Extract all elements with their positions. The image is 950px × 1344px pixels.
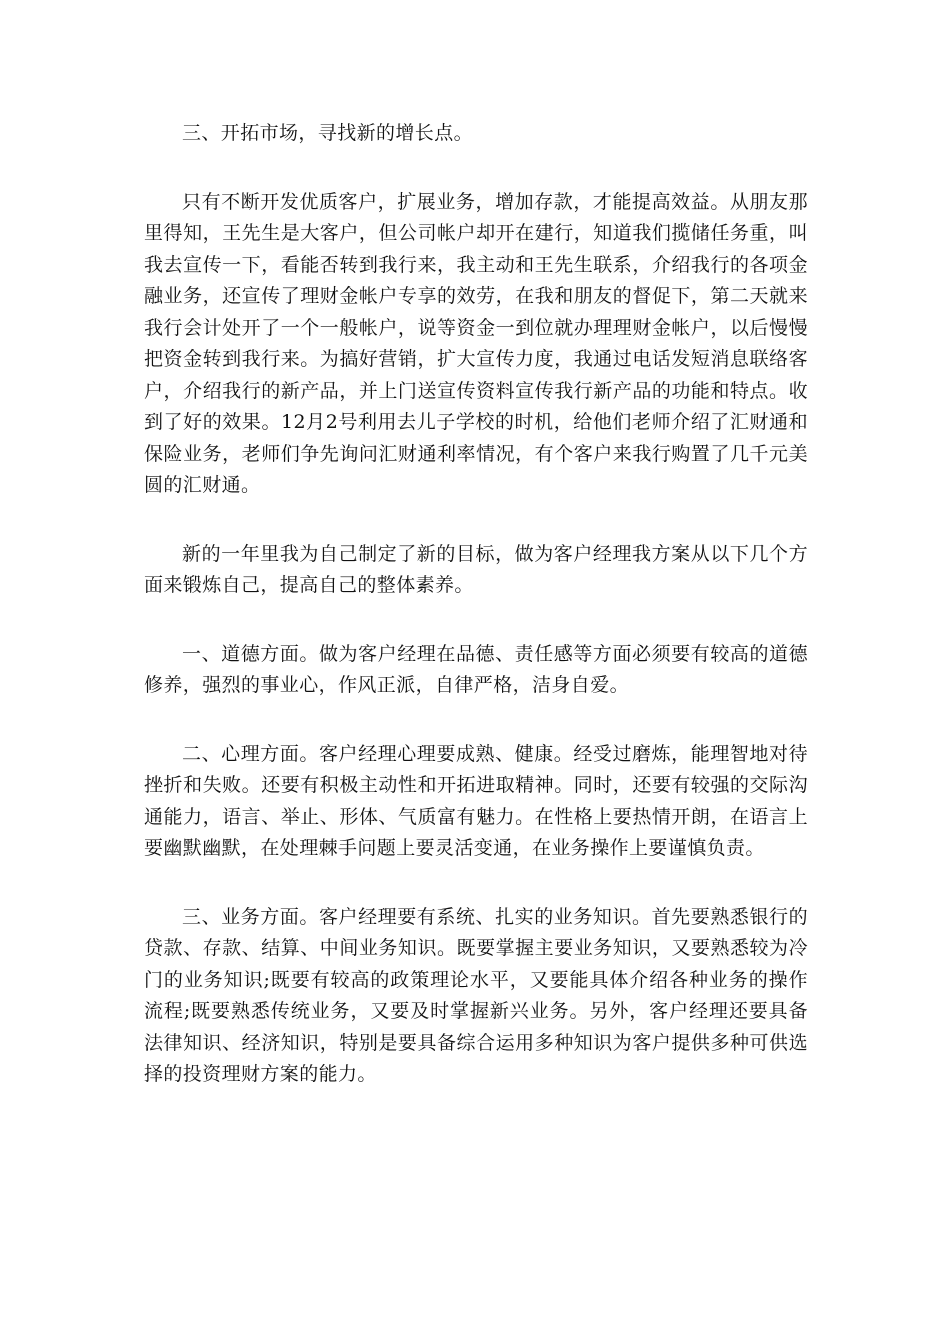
section-heading-market: 三、开拓市场，寻找新的增长点。 (182, 122, 474, 144)
paragraph-moral-aspect: 一、道德方面。做为客户经理在品德、责任感等方面必须要有较高的道德修养，强烈的事业心，作风正派，自律严格，洁身自爱。 (144, 642, 808, 696)
document-page (144, 118, 808, 1128)
paragraph-psychological-aspect: 二、心理方面。客户经理心理要成熟、健康。经受过磨炼，能理智地对待挫折和失败。还要有积极主动性和开拓进取精神。同时，还要有较强的交际沟通能力，语言、举止、形体、气质富有魅力。在性格上要热情开朗，在语言上要幽默幽默，在处理棘手问题上要灵活变通，在业务操作上要谨慎负责。 (144, 742, 808, 859)
paragraph-new-year-goals: 新的一年里我为自己制定了新的目标，做为客户经理我方案从以下几个方面来锻炼自己，提高自己的整体素养。 (144, 542, 808, 596)
paragraph-business-aspect: 三、业务方面。客户经理要有系统、扎实的业务知识。首先要熟悉银行的贷款、存款、结算、中间业务知识。既要掌握主要业务知识，又要熟悉较为冷门的业务知识;既要有较高的政策理论水平，又要能具体介绍各种业务的操作流程;既要熟悉传统业务，又要及时掌握新兴业务。另外，客户经理还要具备法律知识、经济知识，特别是要具备综合运用多种知识为客户提供多种可供选择的投资理财方案的能力。 (144, 905, 808, 1085)
paragraph-market-development: 只有不断开发优质客户，扩展业务，增加存款，才能提高效益。从朋友那里得知，王先生是大客户，但公司帐户却开在建行，知道我们揽储任务重，叫我去宣传一下，看能否转到我行来，我主动和王先生联系，介绍我行的各项金融业务，还宣传了理财金帐户专享的效劳，在我和朋友的督促下，第二天就来我行会计处开了一个一般帐户，说等资金一到位就办理理财金帐户，以后慢慢把资金转到我行来。为搞好营销，扩大宣传力度，我通过电话发短消息联络客户，介绍我行的新产品，并上门送宣传资料宣传我行新产品的功能和特点。收到了好的效果。12月2号利用去儿子学校的时机，给他们老师介绍了汇财通和保险业务，老师们争先询问汇财通利率情况，有个客户来我行购置了几千元美圆的汇财通。 (144, 190, 808, 496)
